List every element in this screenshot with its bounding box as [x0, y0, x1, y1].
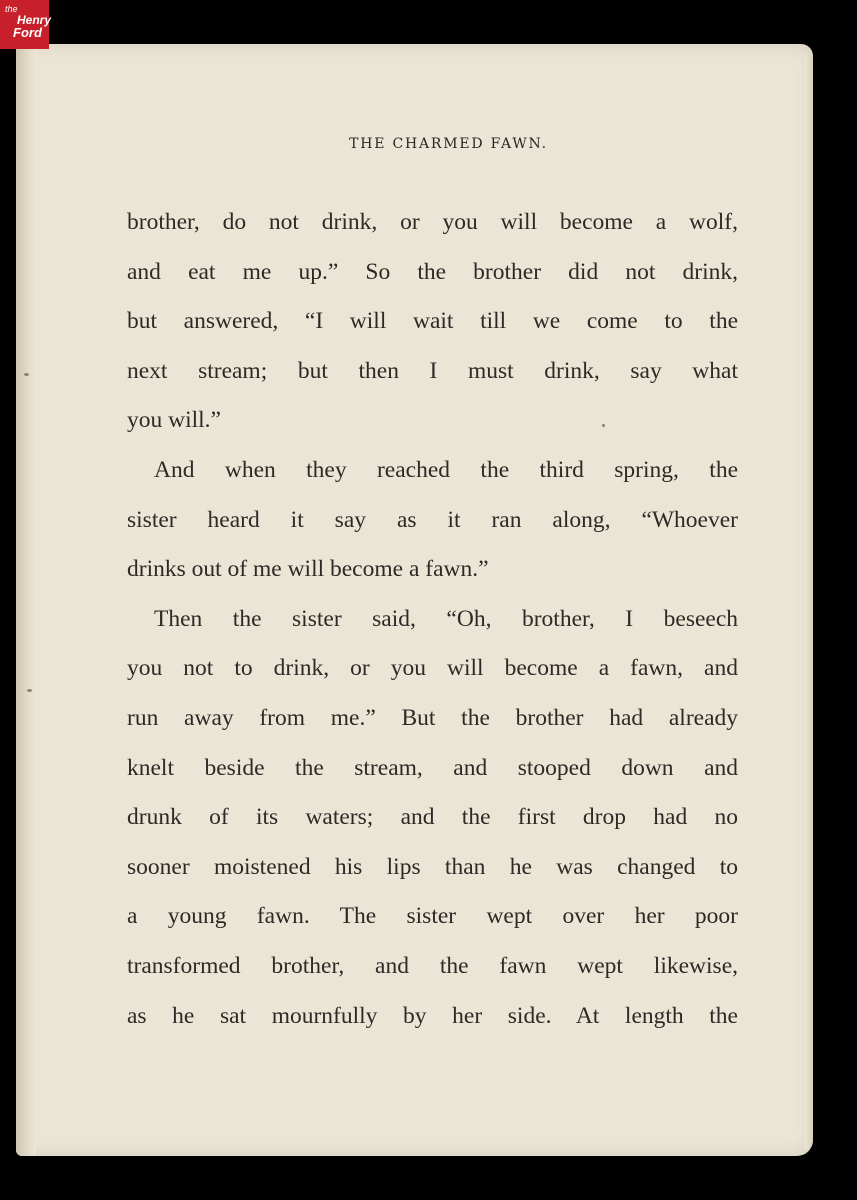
text-line: Then the sister said, “Oh, brother, I beseech — [154, 605, 738, 632]
page-gutter-edge — [16, 44, 36, 1156]
henry-ford-logo — [0, 0, 52, 49]
paper-speck — [27, 689, 32, 692]
text-line: knelt beside the stream, and stooped down and — [127, 754, 738, 781]
page-fore-edge — [805, 54, 813, 1149]
text-line: transformed brother, and the fawn wept likewise, — [127, 952, 738, 979]
text-line: next stream; but then I must drink, say what — [127, 357, 738, 384]
text-line: brother, do not drink, or you will become a wolf, — [127, 209, 738, 235]
text-line: sooner moistened his lips than he was changed to — [127, 853, 738, 880]
text-line: as he sat mournfully by her side. At length the — [127, 1002, 738, 1029]
logo-ford-text: Ford — [13, 25, 42, 40]
text-line: sister heard it say as it ran along, “Whoever — [127, 506, 738, 533]
paper-speck — [24, 373, 29, 376]
running-head: THE CHARMED FAWN. — [349, 136, 548, 152]
text-line: you will.” — [127, 407, 221, 434]
text-line: And when they reached the third spring, the — [154, 456, 738, 483]
text-line: a young fawn. The sister wept over her poor — [127, 903, 738, 930]
body-text — [127, 198, 738, 1041]
text-line: but answered, “I will wait till we come to the — [127, 308, 738, 335]
text-line: you not to drink, or you will become a fawn, and — [127, 655, 738, 682]
text-line: and eat me up.” So the brother did not drink, — [127, 258, 738, 285]
text-line: drunk of its waters; and the first drop had no — [127, 804, 738, 831]
text-line: run away from me.” But the brother had already — [127, 704, 738, 731]
logo-the-text: the — [5, 4, 18, 14]
book-page — [16, 44, 813, 1156]
logo-henry-text: Henry — [17, 13, 52, 27]
text-line: drinks out of me will become a fawn.” — [127, 556, 489, 583]
